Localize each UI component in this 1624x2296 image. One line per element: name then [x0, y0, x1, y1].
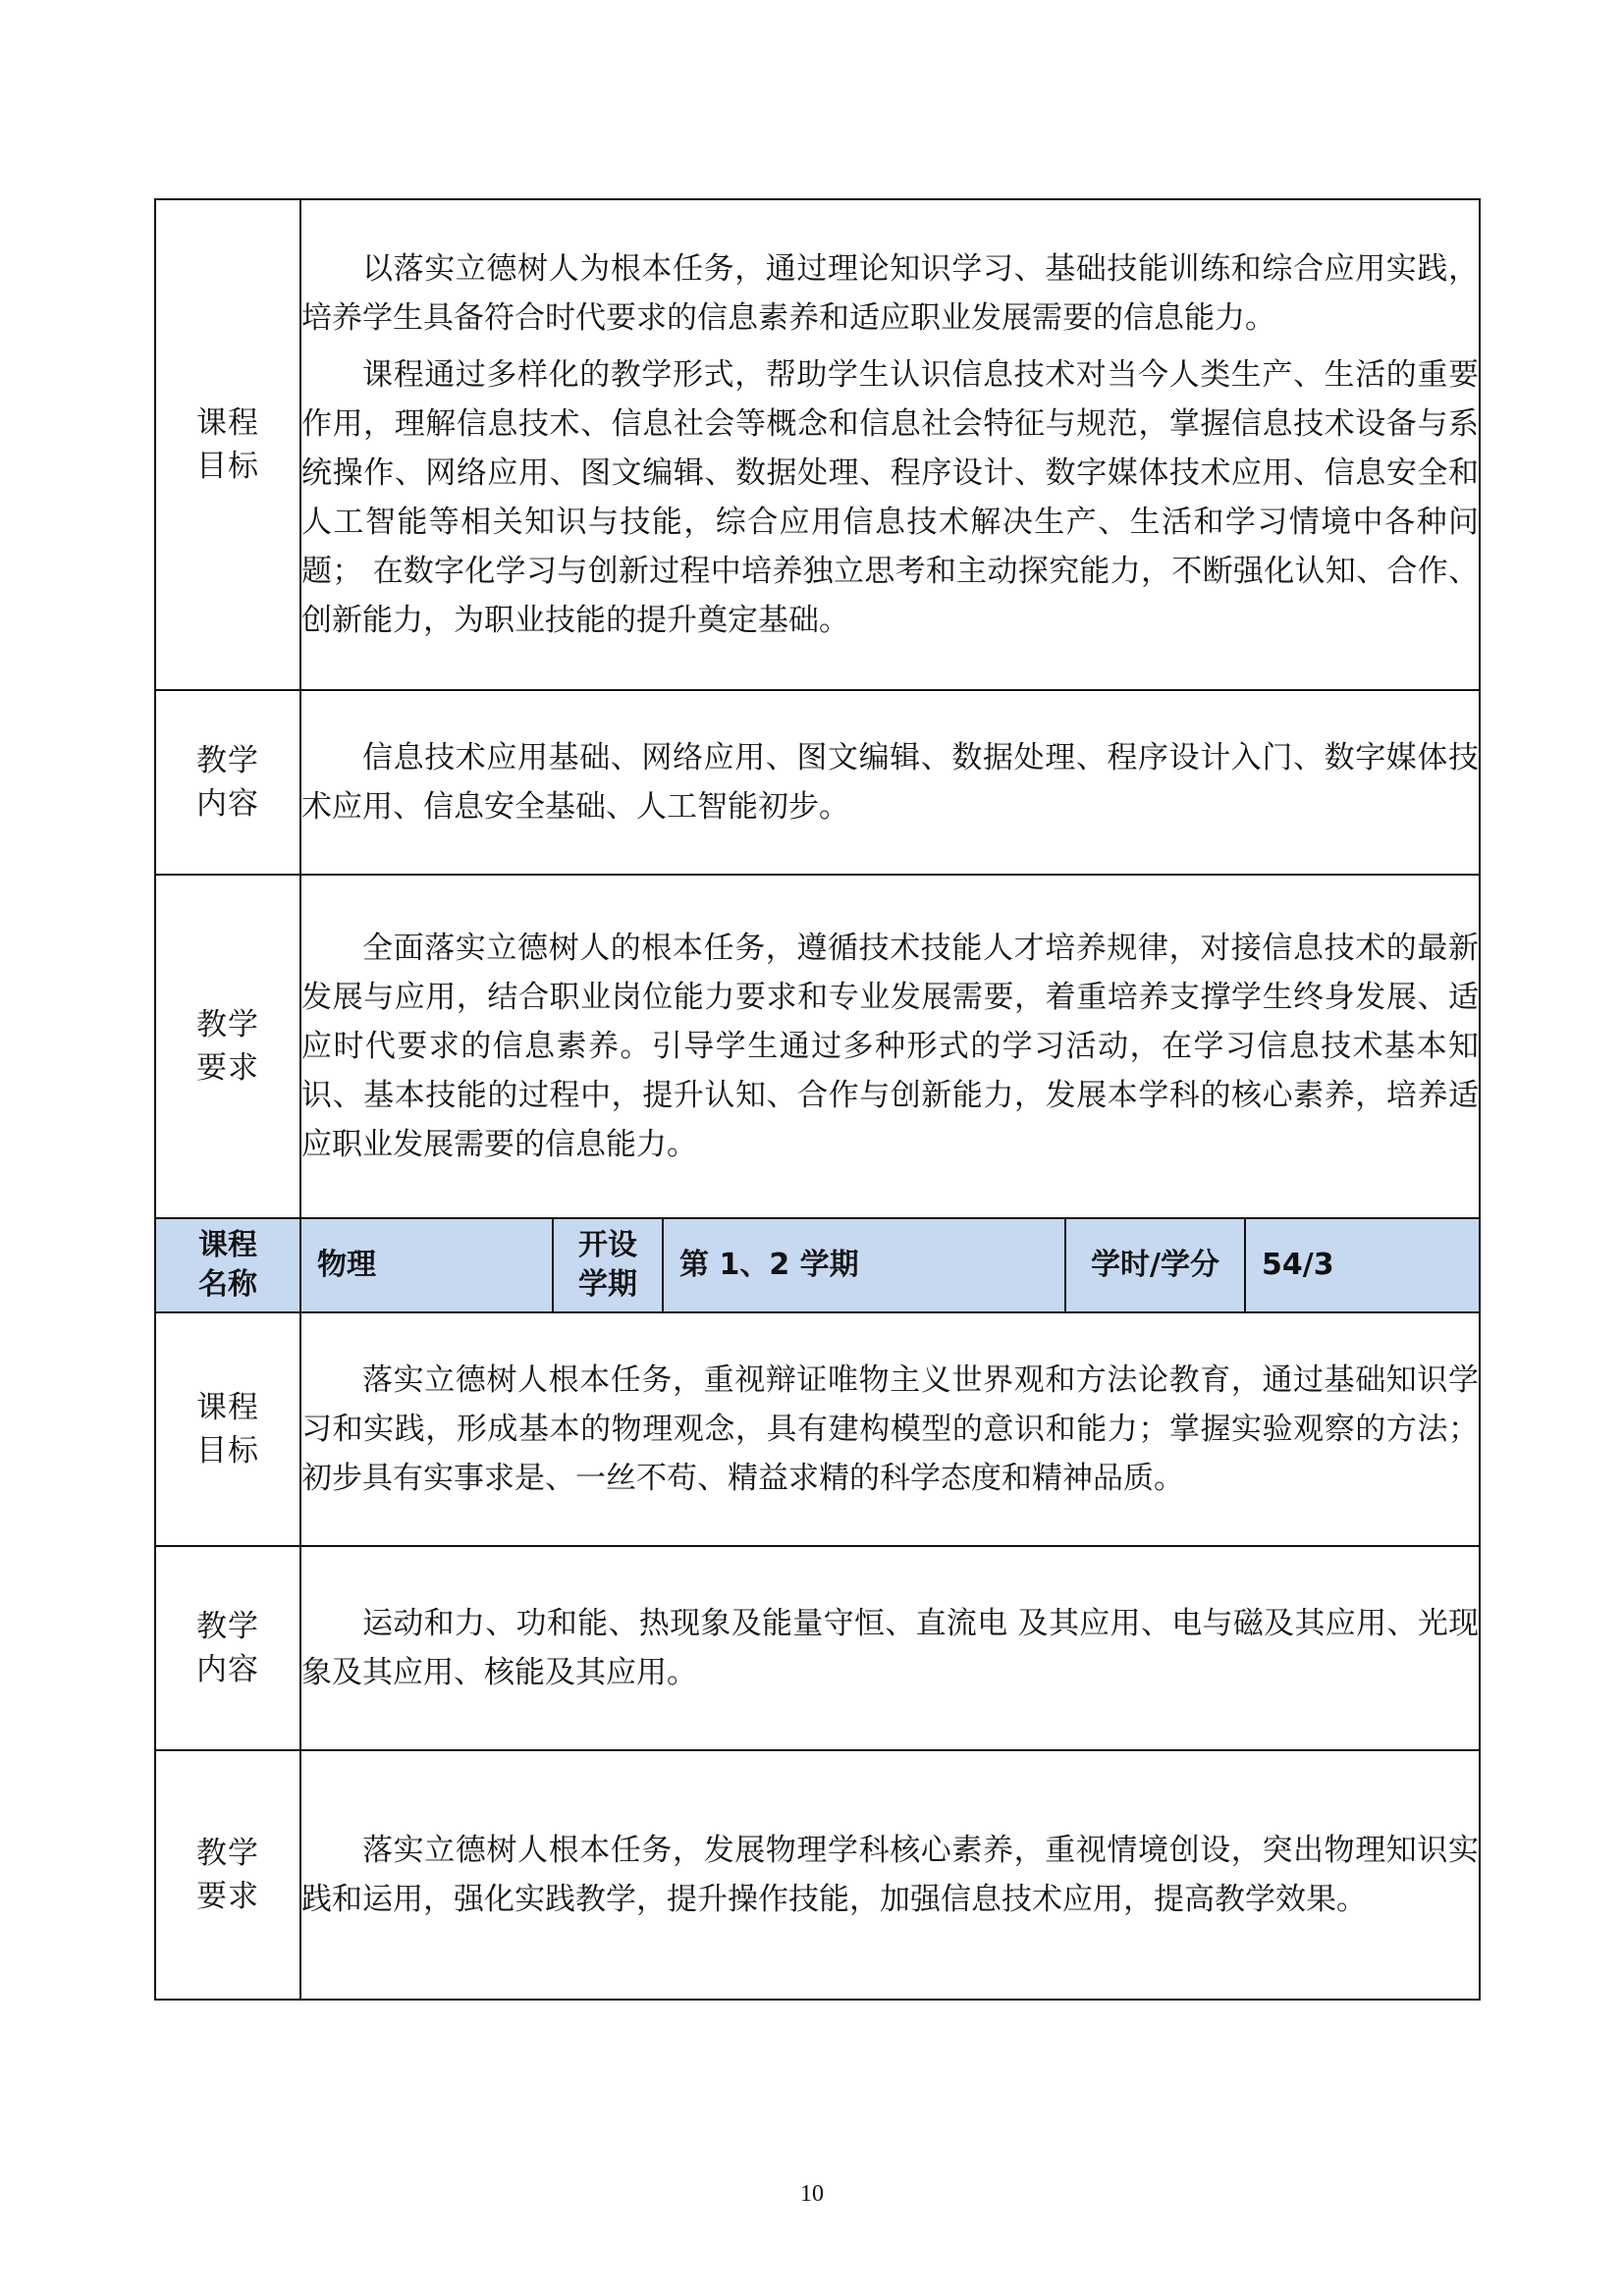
term-value: 第 1、2 学期 [663, 1218, 1065, 1312]
paragraph: 以落实立德树人为根本任务，通过理论知识学习、基础技能训练和综合应用实践， 培养学生具备符合时代要求的信息素养和适应职业发展需要的信息能力。 [301, 251, 1480, 336]
row-s2-content [155, 1546, 1480, 1750]
label-teaching-requirement: 教学 要求 [155, 1750, 300, 2000]
page-number: 10 [800, 2181, 824, 2207]
paragraph: 全面落实立德树人的根本任务，遵循技术技能人才培养规律，对接信息技术的最新发展与应用，结合职业岗位能力要求和专业发展需要，着重培养支撑学生终身发展、适应时代要求的信息素养。引导学生通过多种形式的学习活动，在学习信息技术基本知识、基本技能的过程中，提升认知、合作与创新能力，发展本学科的核心素养，培养适应职业发展需要的信息能力。 [301, 931, 1480, 1162]
content-teaching-content [300, 1546, 1480, 1750]
course-name-label: 课程 名称 [155, 1218, 300, 1312]
row-s1-goal [155, 199, 1480, 690]
label-course-goal: 课程 目标 [155, 1312, 300, 1546]
course-table [154, 198, 1481, 2001]
content-teaching-content [300, 690, 1480, 875]
label-teaching-content: 教学 内容 [155, 1546, 300, 1750]
paragraph: 落实立德树人根本任务，发展物理学科核心素养，重视情境创设，突出物理知识实践和运用，强化实践教学，提升操作技能，加强信息技术应用，提高教学效果。 [301, 1833, 1480, 1917]
label-course-goal: 课程 目标 [155, 199, 300, 690]
hours-credits-label: 学时/学分 [1065, 1218, 1245, 1312]
row-s2-requirement [155, 1750, 1480, 2000]
paragraph: 运动和力、功和能、热现象及能量守恒、直流电 及其应用、电与磁及其应用、光现象及其应用、核能及其应用。 [301, 1606, 1480, 1690]
paragraph: 信息技术应用基础、网络应用、图文编辑、数据处理、程序设计入门、数字媒体技术应用、信息安全基础、人工智能初步。 [301, 740, 1480, 825]
hours-credits-value: 54/3 [1245, 1218, 1480, 1312]
content-teaching-requirement [300, 1750, 1480, 2000]
label-teaching-requirement: 教学 要求 [155, 875, 300, 1218]
content-course-goal [300, 1312, 1480, 1546]
row-s2-goal [155, 1312, 1480, 1546]
content-teaching-requirement [300, 875, 1480, 1218]
paragraph: 落实立德树人根本任务，重视辩证唯物主义世界观和方法论教育，通过基础知识学习和实践，形成基本的物理观念，具有建构模型的意识和能力；掌握实验观察的方法； 初步具有实事求是、一丝不苟、精益求精的科学态度和精神品质。 [301, 1362, 1480, 1496]
term-label: 开设 学期 [553, 1218, 663, 1312]
row-s1-content [155, 690, 1480, 875]
label-teaching-content: 教学 内容 [155, 690, 300, 875]
course-header-row [155, 1218, 1480, 1312]
row-s1-requirement [155, 875, 1480, 1218]
course-name-value: 物理 [300, 1218, 553, 1312]
paragraph: 课程通过多样化的教学形式，帮助学生认识信息技术对当今人类生产、生活的重要作用，理解信息技术、信息社会等概念和信息社会特征与规范，掌握信息技术设备与系统操作、网络应用、图文编辑、数据处理、程序设计、数字媒体技术应用、信息安全和人工智能等相关知识与技能，综合应用信息技术解决生产、生活和学习情境中各种问题； 在数字化学习与创新过程中培养独立思考和主动探究能力，不断强化认知、合作、创新能力，为职业技能的提升奠定基础。 [301, 357, 1480, 638]
content-course-goal [300, 199, 1480, 690]
